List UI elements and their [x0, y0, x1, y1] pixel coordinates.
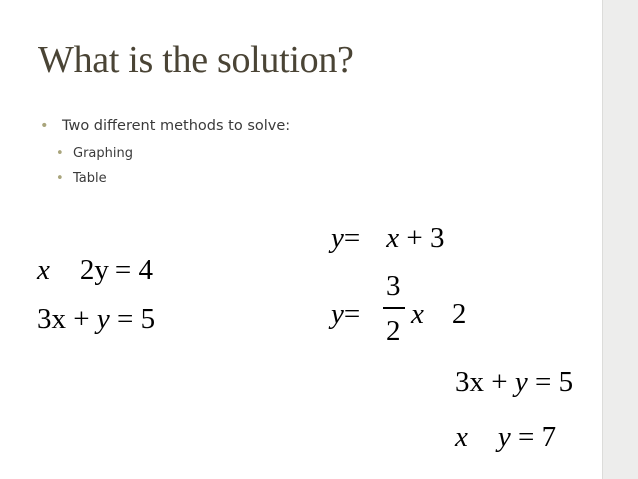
right-top-equation-2-lhs: y=	[331, 298, 361, 330]
fraction-numerator: 3	[386, 270, 401, 302]
left-equation-1: x 2y = 4	[37, 254, 153, 286]
fraction-denominator: 2	[386, 315, 401, 347]
bullet-dot-icon: •	[56, 146, 64, 161]
right-bottom-equation-2: x y = 7	[455, 421, 557, 453]
bullet-dot-icon: •	[40, 118, 49, 134]
slide: What is the solution? • Two different methods to solve: • Graphing • Table x 2y = 4 3x + y = 5 y= x + 3 y= 3 2 x 2 3x + y = 5 x y = 7	[0, 0, 638, 479]
bullet-dot-icon: •	[56, 171, 64, 186]
slide-title: What is the solution?	[38, 39, 354, 81]
fraction-bar	[383, 307, 405, 309]
right-decorative-bar	[603, 0, 638, 479]
right-top-equation-1: y= x + 3	[331, 222, 445, 254]
right-top-equation-2-rhs: x 2	[411, 298, 467, 330]
left-equation-2: 3x + y = 5	[37, 303, 156, 335]
right-bottom-equation-1: 3x + y = 5	[455, 366, 574, 398]
